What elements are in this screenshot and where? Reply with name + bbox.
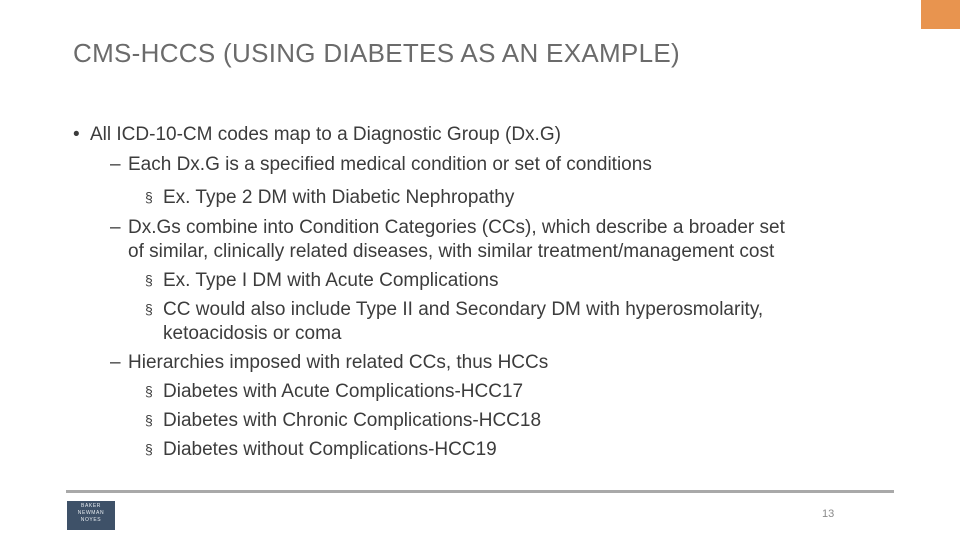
sub-dash: – (110, 217, 121, 238)
subsub-square: § (145, 301, 153, 317)
sub-dash: – (110, 352, 121, 373)
subsub-item-3-continued (163, 323, 341, 345)
bullet-text: All ICD-10-CM codes map to a Diagnostic Group (Dx.G) (90, 124, 561, 145)
subsub-square: § (145, 412, 153, 428)
accent-square (921, 0, 960, 29)
bullet-item-1 (73, 124, 561, 146)
sub-text: of similar, clinically related diseases, with similar treatment/management cost (128, 241, 775, 262)
subsub-text: Diabetes with Acute Complications-HCC17 (163, 381, 524, 402)
subsub-text: ketoacidosis or coma (163, 323, 342, 344)
subsub-text: Diabetes with Chronic Complications-HCC18 (163, 410, 542, 431)
sub-item-2-continued (128, 241, 774, 263)
company-logo (67, 501, 115, 530)
sub-item-3 (110, 352, 548, 374)
page-number: 13 (822, 508, 835, 520)
subsub-square: § (145, 189, 153, 205)
sub-text: Each Dx.G is a specified medical condition or set of conditions (128, 154, 652, 175)
sub-item-1 (110, 154, 652, 176)
sub-text: Dx.Gs combine into Condition Categories (CCs), which describe a broader set (128, 217, 785, 238)
subsub-item-3 (145, 299, 763, 321)
sub-item-2 (110, 217, 785, 239)
subsub-square: § (145, 383, 153, 399)
subsub-item-5 (145, 410, 541, 432)
subsub-text: Ex. Type 2 DM with Diabetic Nephropathy (163, 187, 515, 208)
subsub-item-2 (145, 270, 498, 292)
slide-title: CMS-HCCS (USING DIABETES AS AN EXAMPLE) (73, 38, 680, 68)
logo-line: NEWMAN (77, 510, 105, 516)
subsub-item-6 (145, 439, 497, 461)
subsub-text: Ex. Type I DM with Acute Complications (163, 270, 499, 291)
subsub-item-4 (145, 381, 523, 403)
subsub-square: § (145, 272, 153, 288)
subsub-item-1 (145, 187, 514, 209)
logo-line: NOYES (80, 517, 102, 523)
logo-line: BAKER (81, 503, 101, 509)
subsub-text: Diabetes without Complications-HCC19 (163, 439, 497, 460)
bullet-dot: • (73, 124, 80, 145)
subsub-square: § (145, 441, 153, 457)
sub-text: Hierarchies imposed with related CCs, thus HCCs (128, 352, 549, 373)
subsub-text: CC would also include Type II and Secondary DM with hyperosmolarity, (163, 299, 764, 320)
footer-divider (66, 490, 894, 493)
sub-dash: – (110, 154, 121, 175)
